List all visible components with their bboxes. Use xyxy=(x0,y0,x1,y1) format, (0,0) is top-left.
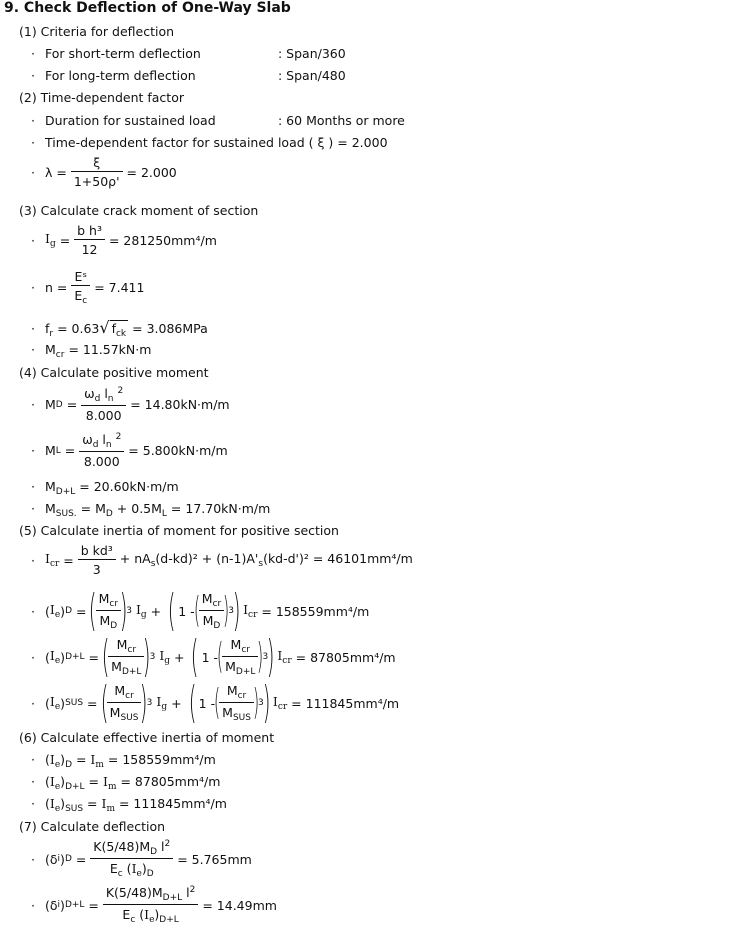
short-term-value: : Span/360 xyxy=(278,46,346,61)
ie-d-equation: · ( $I_e$ ) D = ( $\frac{M_{cr}}{M_D}$ ) 3 $I_g$ + ( 1 - ( $\frac{M_{cr}}{M_D}$ ) 3 ) $I_{cr}$ = 158559mm⁴/m xyxy=(31,585,370,636)
ie-sus-equation: · ( $I_e$ ) SUS = ( $\frac{M_{cr}}{M_{SUS}}$ ) 3 $I_g$ + ( 1 - ( $\frac{M_{cr}}{M_{SUS}}$ ) 3 ) $I_{cr}$ = 111845mm⁴/m xyxy=(31,677,400,728)
md-equation: · M D = $\frac{\omega_d l_n ^2}{8.000}$ = 14.80kN·m/m xyxy=(31,386,230,423)
duration-value: : 60 Months or more xyxy=(278,113,405,128)
ie-dl-equation: · ( $I_e$ ) D+L = ( $\frac{M_{cr}}{M_{D+L}}$ ) 3 $I_g$ + ( 1 - ( $\frac{M_{cr}}{M_{D+L}}$ ) 3 ) $I_{cr}$ = 87805mm⁴/m xyxy=(31,631,396,682)
section-1-heading: (1) Criteria for deflection xyxy=(19,24,175,39)
short-term-label: · For short-term deflection xyxy=(31,46,201,61)
n-equation: · n = $\frac{\text{Eˢ}}{E_c}$ = 7.411 xyxy=(31,269,145,306)
section-4-heading: (4) Calculate positive moment xyxy=(19,365,209,380)
long-term-value: : Span/480 xyxy=(278,68,346,83)
msus-equation: · $M_{SUS.} = M_D + 0.5M_L = 17.70kN\cdot m/m$ xyxy=(31,501,271,519)
im-sus-line: · $(I_e)_{SUS} = I_m = 111845mm^4/m$ xyxy=(31,796,227,814)
section-3-heading: (3) Calculate crack moment of section xyxy=(19,203,259,218)
deflection-d-equation: · (δ i ) D = $\frac{K(5/48)M_D l^2}{E_c (I_e)_D}$ = 5.765mm xyxy=(31,839,252,879)
im-d-line: · $(I_e)_D = I_m = 158559mm^4/m$ xyxy=(31,752,216,770)
xi-line: · Time-dependent factor for sustained load ( ξ ) = 2.000 xyxy=(31,135,388,150)
deflection-dl-equation: · (δ i ) D+L = $\frac{K(5/48)M_{D+L} l^2}{E_c (I_e)_{D+L}}$ = 14.49mm xyxy=(31,885,277,925)
lambda-equation: · λ = $\frac{\xi}{1+50\rho'}$ = 2.000 xyxy=(31,155,177,189)
section-2-heading: (2) Time-dependent factor xyxy=(19,90,184,105)
duration-label: · Duration for sustained load xyxy=(31,113,216,128)
section-6-heading: (6) Calculate effective inertia of moment xyxy=(19,730,275,745)
ig-equation: · $I_g$ = $\frac{\text{b h³}}{12}$ = 281250mm⁴/m xyxy=(31,223,217,257)
long-term-label: · For long-term deflection xyxy=(31,68,196,83)
ml-equation: · M L = $\frac{\omega_d l_n ^2}{8.000}$ = 5.800kN·m/m xyxy=(31,432,228,469)
im-dl-line: · $(I_e)_{D+L} = I_m = 87805mm^4/m$ xyxy=(31,774,221,792)
page-title: 9. Check Deflection of One-Way Slab xyxy=(4,0,291,16)
section-7-heading: (7) Calculate deflection xyxy=(19,819,166,834)
mcr-equation: · $M_{cr} = 11.57kN\cdot m$ xyxy=(31,342,152,360)
mdl-equation: · $M_{D+L} = 20.60kN\cdot m/m$ xyxy=(31,479,179,497)
fr-equation: · $f_r = 0.63√$ $f_{ck} = 3.086MPa$ xyxy=(31,318,208,339)
section-5-heading: (5) Calculate inertia of moment for positive section xyxy=(19,523,339,538)
icr-equation: · $I_{cr}$ = $\frac{\text{b kd³}}{3}$ + $nA_s(d-kd)^2 + (n-1)A'_s(kd-d')^2 = 46101mm^4/m$ xyxy=(31,543,413,577)
